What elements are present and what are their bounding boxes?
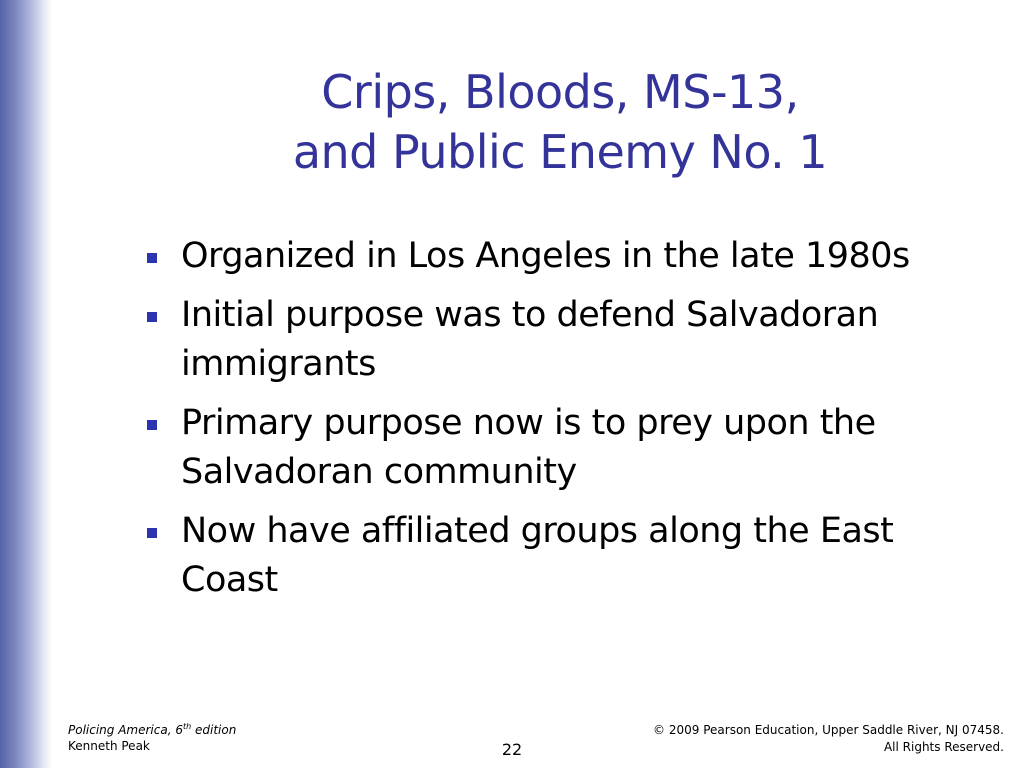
side-gradient-bar <box>0 0 52 768</box>
bullet-text: Primary purpose now is to prey upon the Salvadoran community <box>181 403 876 492</box>
title-line-1: Crips, Bloods, MS-13, <box>321 65 799 119</box>
bullet-item <box>140 399 960 497</box>
bullet-text: Organized in Los Angeles in the late 1980s <box>181 236 910 276</box>
bullet-item <box>140 232 960 281</box>
edition-superscript: th <box>182 722 192 731</box>
bullet-item <box>140 291 960 389</box>
bullet-text: Now have affiliated groups along the East Coast <box>181 511 894 600</box>
title-line-2: and Public Enemy No. 1 <box>292 125 828 179</box>
square-bullet-icon <box>147 528 157 538</box>
slide-title <box>150 62 970 182</box>
bullet-item <box>140 507 960 605</box>
footer-copyright <box>653 722 1004 756</box>
bullet-text: Initial purpose was to defend Salvadoran immigrants <box>181 295 879 384</box>
square-bullet-icon <box>147 420 157 430</box>
page-number: 22 <box>501 740 523 759</box>
copyright-line-2: All Rights Reserved. <box>883 740 1004 754</box>
bullet-list <box>140 232 960 615</box>
footer-author: Kenneth Peak <box>68 739 150 753</box>
footer-book-info <box>68 722 236 754</box>
edition-word: edition <box>191 723 237 737</box>
square-bullet-icon <box>147 253 157 263</box>
book-title-text: Policing America, 6 <box>68 723 183 737</box>
square-bullet-icon <box>147 312 157 322</box>
copyright-line-1: © 2009 Pearson Education, Upper Saddle River, NJ 07458. <box>653 723 1004 737</box>
footer-book-title <box>68 722 236 738</box>
